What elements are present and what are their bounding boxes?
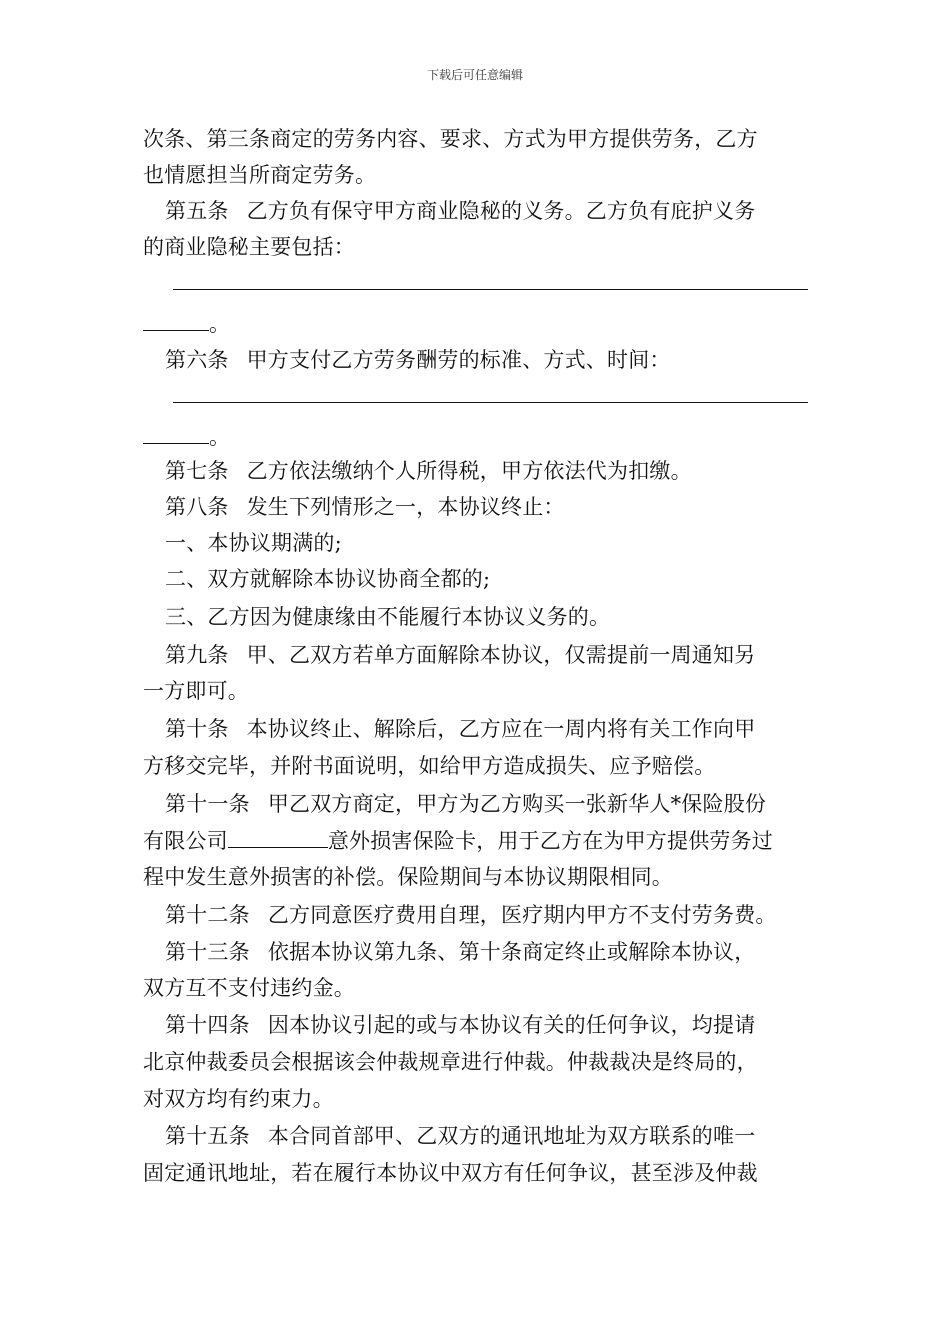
article-number: 第七条 [165,459,229,483]
article-text: 甲、乙双方若单方面解除本协议，仅需提前一周通知另 [246,643,756,667]
article-number: 第九条 [165,643,229,667]
paragraph-line: 次条、第三条商定的劳务内容、要求、方式为甲方提供劳务，乙方 [143,127,758,151]
blank-line-end [143,308,808,339]
article-10 [165,714,808,744]
end-mark: 。 [209,312,231,336]
paragraph-line: 双方互不支付违约金。 [143,976,355,1000]
article-number: 第八条 [165,495,229,519]
article-9 [165,640,808,670]
article-text: 因本协议引起的或与本协议有关的任何争议，均提请 [267,1013,756,1037]
paragraph-line: 一方即可。 [143,679,249,703]
paragraph-line: 对双方均有约束力。 [143,1087,334,1111]
article-11 [165,789,808,819]
list-item: 三、乙方因为健康缘由不能履行本协议义务的。 [165,605,611,629]
paragraph-line: 方移交完毕，并附书面说明，如给甲方造成损失、应予赔偿。 [143,754,716,778]
article-text: 本合同首部甲、乙双方的通讯地址为双方联系的唯一 [267,1124,756,1148]
article-text: 乙方依法缴纳个人所得税，甲方依法代为扣缴。 [246,459,692,483]
text-segment: 意外损害保险卡，用于乙方在为甲方提供劳务过 [327,829,774,853]
article-text: 乙方同意医疗费用自理，医疗期内甲方不支付劳务费。 [267,903,777,927]
list-item: 二、双方就解除本协议协商全都的; [165,567,491,591]
article-number: 第十条 [165,717,229,741]
fill-in-blank [143,308,209,331]
article-number: 第十四条 [165,1013,250,1037]
paragraph-line: 固定通讯地址，若在履行本协议中双方有任何争议，甚至涉及仲裁 [143,1161,758,1185]
header-note: 下载后可任意编辑 [426,68,523,82]
list-item: 一、本协议期满的; [165,531,342,555]
article-text: 甲乙双方商定，甲方为乙方购买一张新华人*保险股份 [267,792,767,816]
article-14 [165,1010,808,1040]
article-12 [165,900,808,930]
text-segment: 有限公司 [143,829,228,853]
fill-in-blank [228,825,328,848]
article-5 [165,196,808,226]
paragraph-line [143,825,808,856]
paragraph-line: 也情愿担当所商定劳务。 [143,163,377,187]
article-text: 发生下列情形之一，本协议终止： [246,495,565,519]
article-7 [165,456,808,486]
blank-line-end [143,421,808,452]
fill-in-blank-line [173,402,808,403]
paragraph-line: 程中发生意外损害的补偿。保险期间与本协议期限相同。 [143,865,673,889]
end-mark: 。 [209,425,231,449]
article-text: 本协议终止、解除后，乙方应在一周内将有关工作向甲 [246,717,756,741]
article-number: 第十五条 [165,1124,250,1148]
paragraph-line: 北京仲裁委员会根据该会仲裁规章进行仲裁。仲裁裁决是终局的， [143,1050,758,1074]
article-13 [165,937,808,967]
article-6 [165,345,808,375]
article-text: 乙方负有保守甲方商业隐秘的义务。乙方负有庇护义务 [246,199,756,223]
fill-in-blank [143,421,209,444]
article-text: 甲方支付乙方劳务酬劳的标准、方式、时间： [246,348,671,372]
article-15 [165,1121,808,1151]
article-number: 第十三条 [165,940,250,964]
paragraph-line: 的商业隐秘主要包括： [143,235,355,259]
article-text: 依据本协议第九条、第十条商定终止或解除本协议， [267,940,756,964]
fill-in-blank-line [173,289,808,290]
article-number: 第十一条 [165,792,250,816]
article-number: 第十二条 [165,903,250,927]
article-8 [165,492,808,522]
article-number: 第六条 [165,348,229,372]
article-number: 第五条 [165,199,229,223]
